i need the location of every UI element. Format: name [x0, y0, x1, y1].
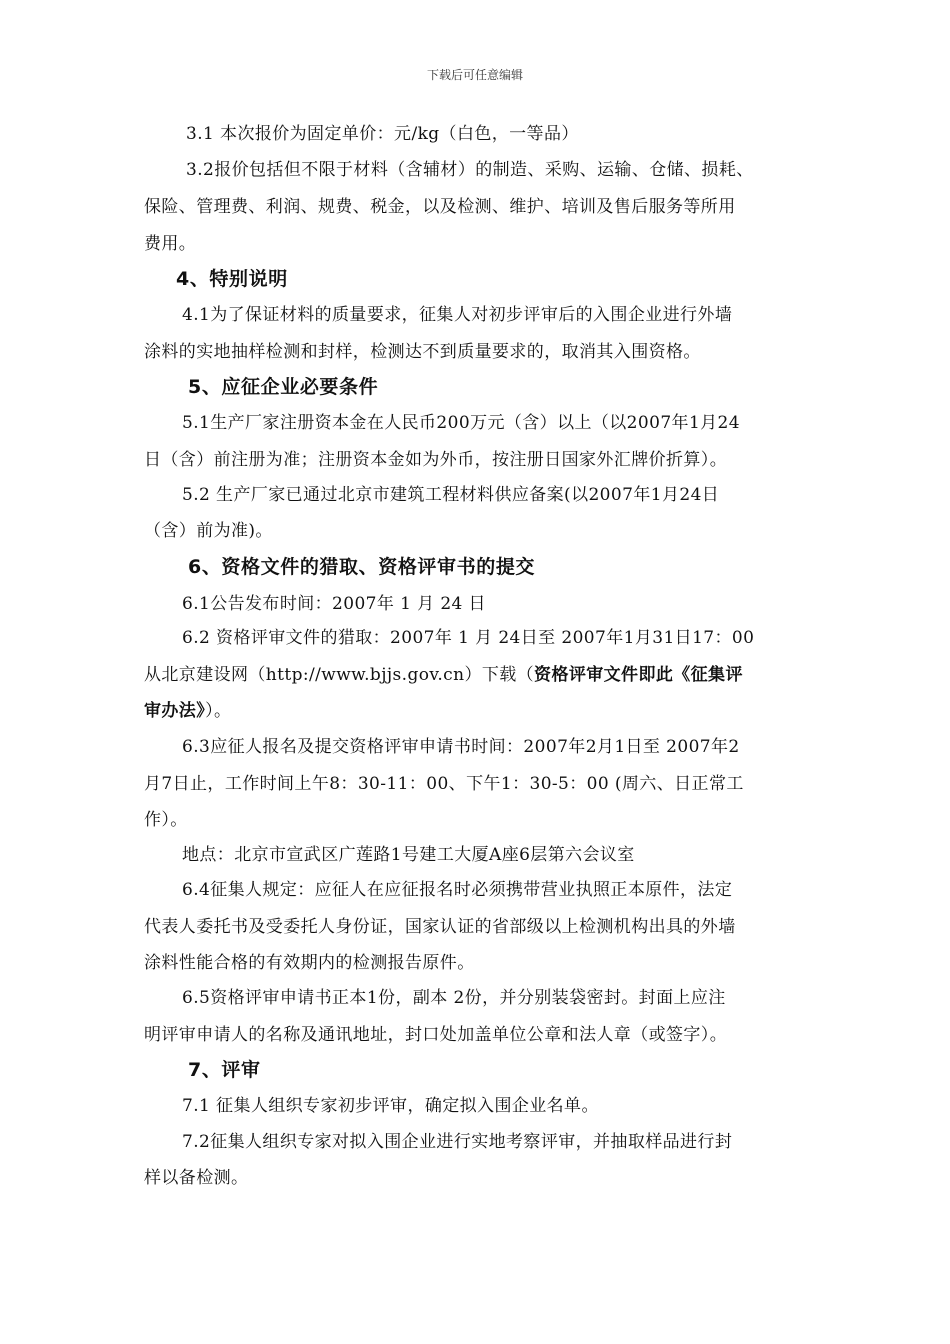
paragraph-3-2-line-1: 3.2报价包括但不限于材料（含辅材）的制造、采购、运输、仓储、损耗、 — [186, 160, 754, 180]
paragraph-6-2-line-1: 6.2 资格评审文件的猎取：2007年 1 月 24日至 2007年1月31日17：00 — [182, 628, 755, 648]
paragraph-6-2-close: ）。 — [205, 701, 232, 721]
paragraph-7-2-line-1: 7.2征集人组织专家对拟入围企业进行实地考察评审，并抽取样品进行封 — [182, 1132, 733, 1152]
paragraph-6-1: 6.1公告发布时间：2007年 1 月 24 日 — [182, 594, 486, 614]
paragraph-6-2-line-3 — [144, 701, 231, 721]
paragraph-7-2-line-2: 样以备检测。 — [144, 1168, 249, 1188]
paragraph-6-5-line-2: 明评审申请人的名称及通讯地址，封口处加盖单位公章和法人章（或签字）。 — [144, 1025, 728, 1045]
paragraph-6-2-line-2 — [144, 665, 743, 685]
paragraph-6-5-line-1: 6.5资格评审申请书正本1份，副本 2份，并分别装袋密封。封面上应注 — [182, 988, 726, 1008]
paragraph-6-4-line-3: 涂料性能合格的有效期内的检测报告原件。 — [144, 953, 475, 973]
paragraph-6-3-line-3: 作）。 — [144, 810, 188, 830]
section-6-heading: 6、资格文件的猎取、资格评审书的提交 — [188, 556, 536, 578]
paragraph-6-3-line-2: 月7日止，工作时间上午8：30-11：00、下午1：30-5：00 (周六、日正常工 — [144, 774, 744, 794]
paragraph-6-2-download-text: 从北京建设网（http://www.bjjs.gov.cn）下载（ — [144, 665, 535, 685]
paragraph-4-1-line-2: 涂料的实地抽样检测和封样，检测达不到质量要求的，取消其入围资格。 — [144, 342, 701, 362]
paragraph-3-1: 3.1 本次报价为固定单价：元/kg（白色，一等品） — [186, 124, 579, 144]
paragraph-6-2-emphasis-2: 审办法》 — [144, 701, 206, 721]
paragraph-5-2-line-1: 5.2 生产厂家已通过北京市建筑工程材料供应备案(以2007年1月24日 — [182, 485, 720, 505]
section-4-heading: 4、特别说明 — [176, 268, 288, 290]
paragraph-6-4-line-2: 代表人委托书及受委托人身份证，国家认证的省部级以上检测机构出具的外墙 — [144, 917, 736, 937]
paragraph-6-3-line-1: 6.3应征人报名及提交资格评审申请书时间：2007年2月1日至 2007年2 — [182, 737, 740, 757]
header-note: 下载后可任意编辑 — [426, 68, 523, 82]
paragraph-6-4-line-1: 6.4征集人规定：应征人在应征报名时必须携带营业执照正本原件，法定 — [182, 880, 733, 900]
paragraph-5-2-line-2: （含）前为准)。 — [144, 521, 273, 541]
location-line: 地点：北京市宣武区广莲路1号建工大厦A座6层第六会议室 — [182, 845, 635, 865]
paragraph-5-1-line-1: 5.1生产厂家注册资本金在人民币200万元（含）以上（以2007年1月24 — [182, 413, 740, 433]
paragraph-6-2-emphasis-1: 资格评审文件即此《征集评 — [534, 665, 743, 685]
paragraph-5-1-line-2: 日（含）前注册为准；注册资本金如为外币，按注册日国家外汇牌价折算）。 — [144, 450, 728, 470]
section-7-heading: 7、评审 — [188, 1059, 261, 1081]
paragraph-4-1-line-1: 4.1为了保证材料的质量要求，征集人对初步评审后的入围企业进行外墙 — [182, 305, 733, 325]
paragraph-7-1: 7.1 征集人组织专家初步评审，确定拟入围企业名单。 — [182, 1096, 599, 1116]
paragraph-3-2-line-3: 费用。 — [144, 234, 197, 254]
section-5-heading: 5、应征企业必要条件 — [188, 376, 379, 398]
paragraph-3-2-line-2: 保险、管理费、利润、规费、税金，以及检测、维护、培训及售后服务等所用 — [144, 197, 736, 217]
